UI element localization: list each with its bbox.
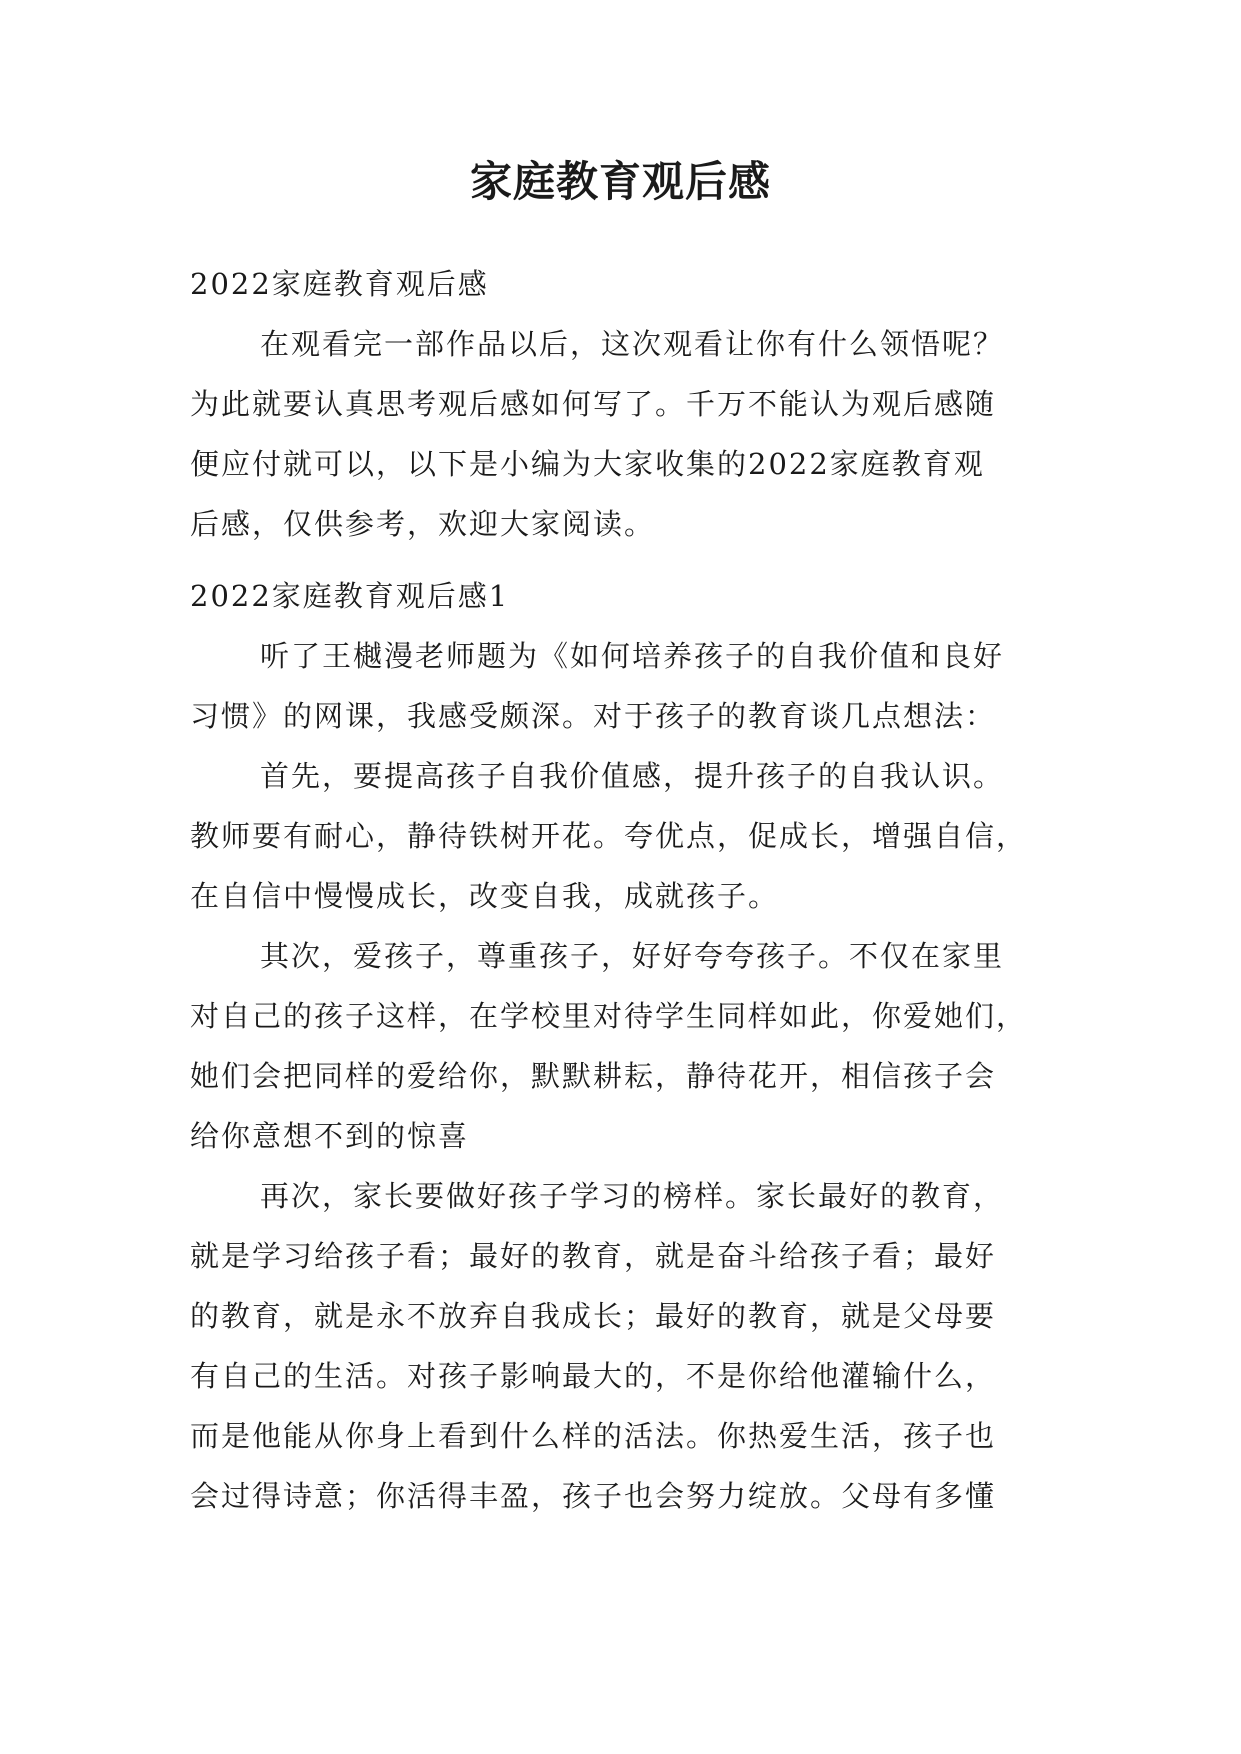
paragraph-3-line: 她们会把同样的爱给你，默默耕耘，静待花开，相信孩子会 [190, 1059, 997, 1093]
paragraph-4-line: 有自己的生活。对孩子影响最大的，不是你给他灌输什么， [190, 1359, 997, 1393]
paragraph-4-line: 就是学习给孩子看；最好的教育，就是奋斗给孩子看；最好 [190, 1239, 997, 1273]
document-title: 家庭教育观后感 [469, 157, 771, 206]
paragraph-4-line: 再次，家长要做好孩子学习的榜样。家长最好的教育， [260, 1179, 1005, 1213]
paragraph-4-line: 会过得诗意；你活得丰盈，孩子也会努力绽放。父母有多懂 [190, 1479, 997, 1513]
paragraph-3-line: 其次，爱孩子，尊重孩子，好好夸夸孩子。不仅在家里 [260, 939, 1005, 973]
paragraph-1-line: 习惯》的网课，我感受颇深。对于孩子的教育谈几点想法： [190, 699, 997, 733]
paragraph-3-line: 对自己的孩子这样，在学校里对待学生同样如此，你爱她们， [190, 999, 1028, 1033]
intro-line: 便应付就可以，以下是小编为大家收集的2022家庭教育观 [190, 447, 985, 481]
intro-line: 在观看完一部作品以后，这次观看让你有什么领悟呢？ [260, 327, 1005, 361]
intro-section [190, 254, 1050, 554]
intro-heading: 2022家庭教育观后感 [190, 267, 489, 301]
intro-line: 为此就要认真思考观后感如何写了。千万不能认为观后感随 [190, 387, 997, 421]
paragraph-1-line: 听了王樾漫老师题为《如何培养孩子的自我价值和良好 [260, 639, 1005, 673]
paragraph-4-line: 的教育，就是永不放弃自我成长；最好的教育，就是父母要 [190, 1299, 997, 1333]
section-heading: 2022家庭教育观后感1 [190, 579, 510, 613]
paragraph-2-line: 首先，要提高孩子自我价值感，提升孩子的自我认识。 [260, 759, 1005, 793]
paragraph-2-line: 教师要有耐心，静待铁树开花。夸优点，促成长，增强自信， [190, 819, 1028, 853]
intro-line: 后感，仅供参考，欢迎大家阅读。 [190, 507, 656, 541]
paragraph-2-line: 在自信中慢慢成长，改变自我，成就孩子。 [190, 879, 780, 913]
paragraph-3-line: 给你意想不到的惊喜 [190, 1119, 470, 1153]
section-1 [190, 566, 1050, 1526]
paragraph-4-line: 而是他能从你身上看到什么样的活法。你热爱生活，孩子也 [190, 1419, 997, 1453]
